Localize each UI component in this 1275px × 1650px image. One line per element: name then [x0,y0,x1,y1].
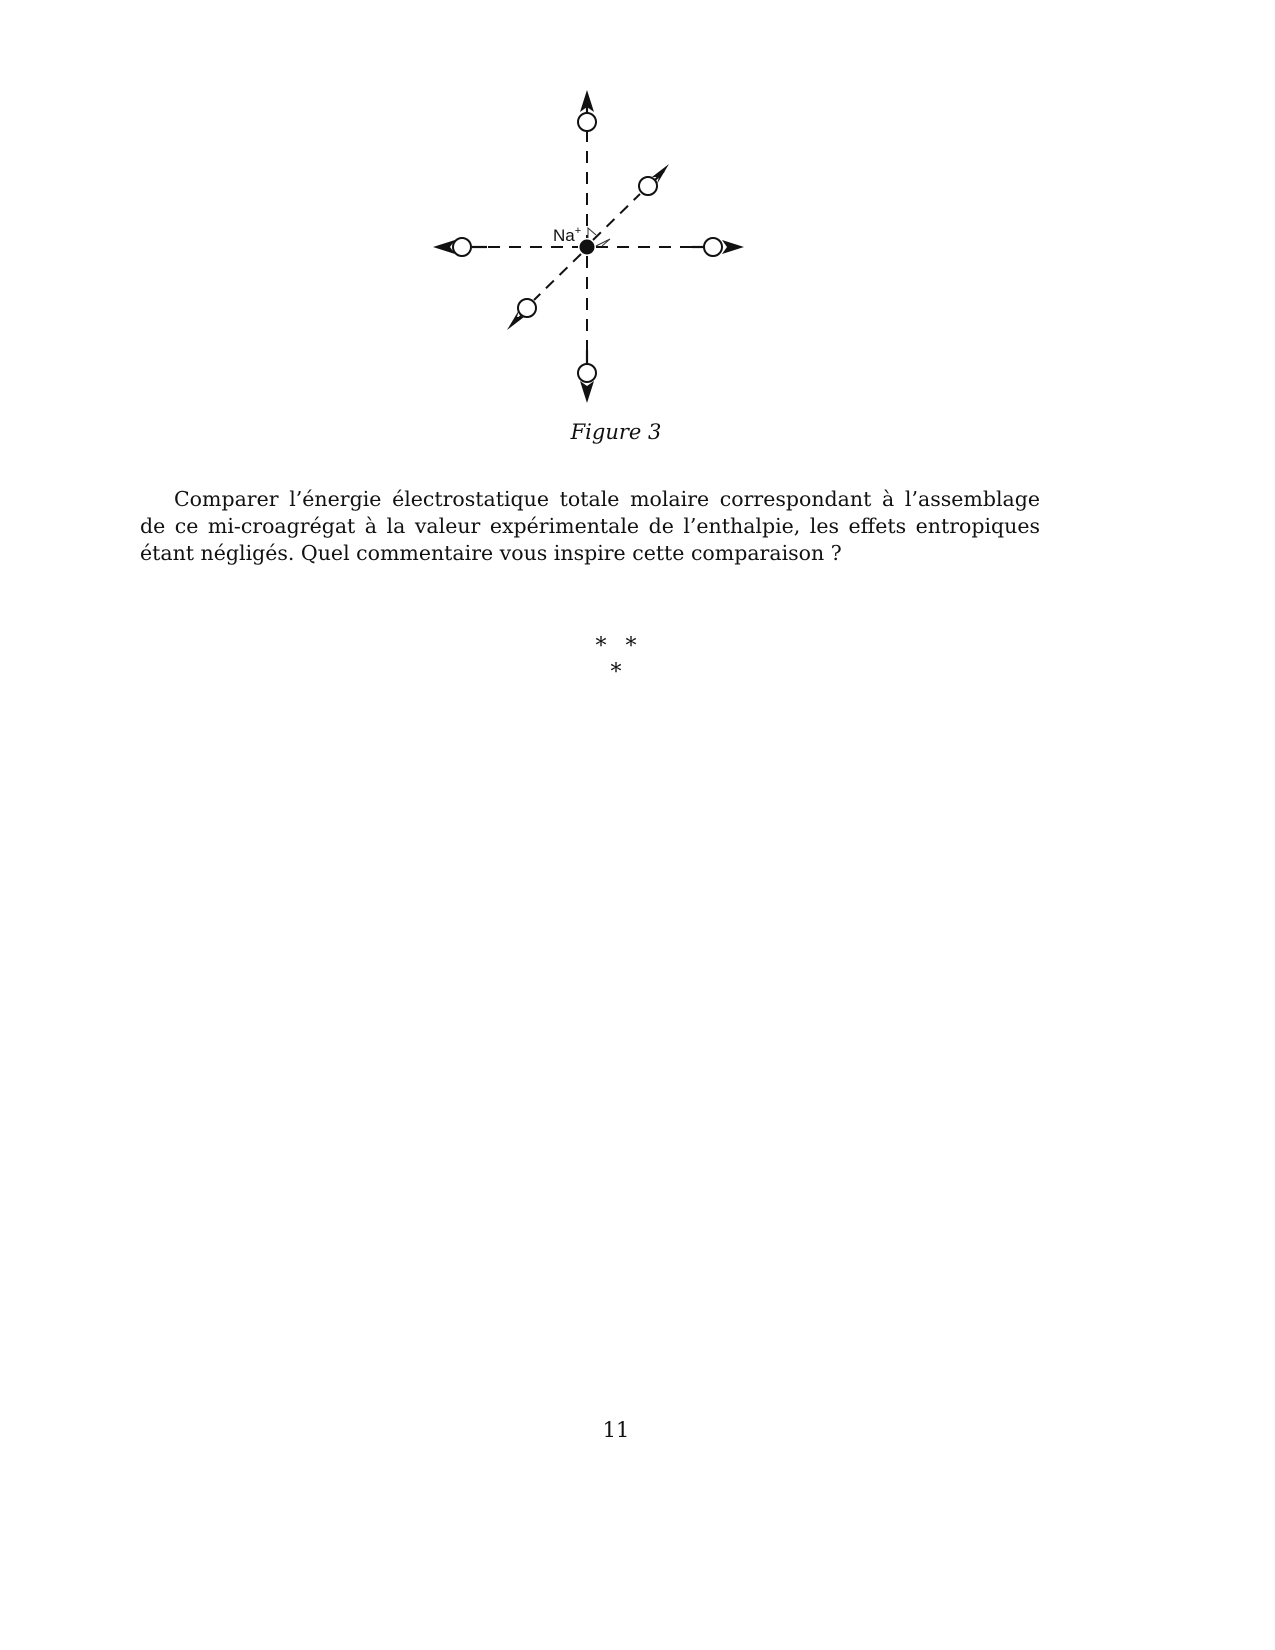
axis-diag-upright-dashed [593,194,640,240]
center-label-superscript: + [574,225,582,237]
center-cation-dot [580,240,595,255]
axis-diag-downleft-dashed [534,254,581,300]
octahedral-ion-figure [430,88,750,410]
arrow-left-icon [433,240,455,254]
page-number: 11 [602,1418,630,1442]
body-paragraph: Comparer l’énergie électrostatique totale molaire correspondant à l’assemblage de ce mi-croagrégat à la valeur expérimentale de l’enthalpie, les effets entropiques étant négligés. Quel commentaire vous inspire cette comparaison ? [140,487,1040,565]
ligand-downleft-circle [518,299,536,317]
section-separator [0,634,1232,686]
separator-row-1: * * [595,634,637,659]
ligand-right-circle [704,238,722,256]
center-label: Na+ [553,225,582,245]
arrow-right-icon [722,240,744,254]
ligand-upright-circle [639,177,657,195]
figure-svg [430,88,750,410]
figure-caption: Figure 3 [570,420,662,444]
ligand-top-circle [578,113,596,131]
right-angle-marker-right [596,239,610,246]
arrow-down-icon [580,381,594,403]
ligand-bottom-circle [578,364,596,382]
ligand-left-circle [453,238,471,256]
separator-row-2: * [610,660,622,685]
right-angle-marker-left [588,228,596,238]
